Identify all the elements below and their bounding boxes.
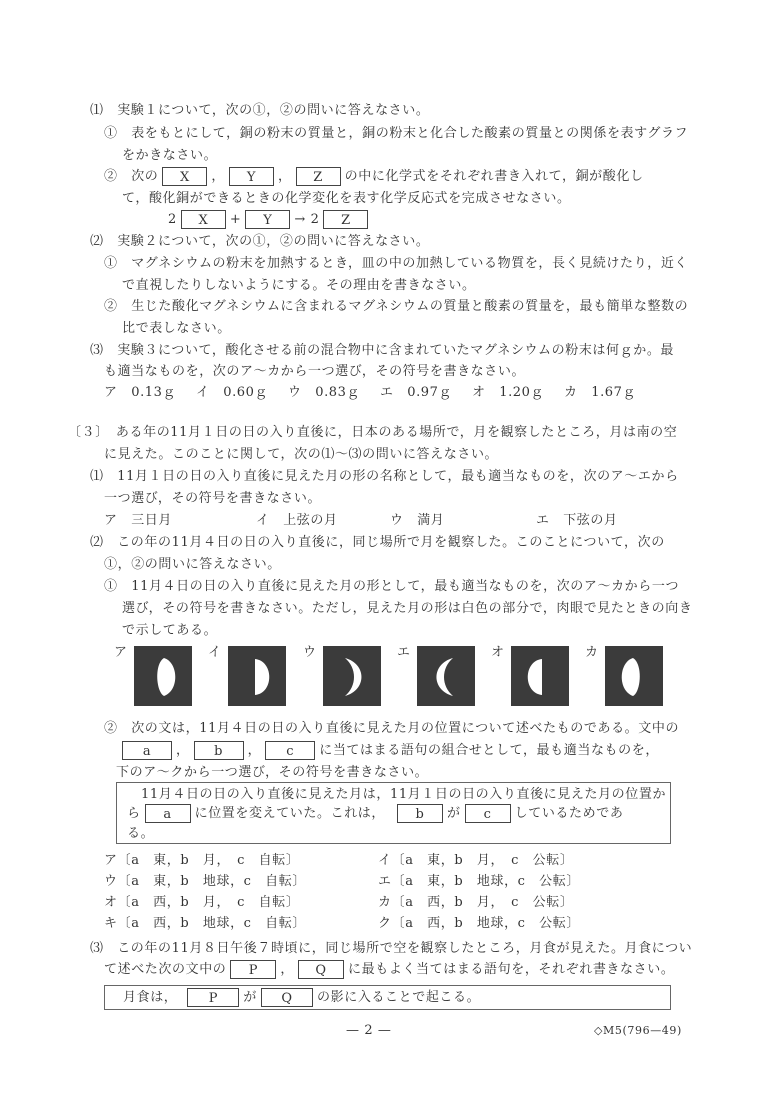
q2-sub2-line2: 比で表しなさい。 [122, 321, 231, 336]
eclipse-frame [104, 985, 671, 1010]
s3-p1-choice: イ 上弦の月 [256, 513, 338, 528]
comma: ， [176, 743, 190, 758]
frame-box-b: b [397, 804, 443, 823]
s3-p2s1-line2: 選び，その符号を書きなさい。ただし，見えた月の形は白色の部分で，肉眼で見たときの向き [122, 601, 693, 616]
frame-box-a: a [145, 804, 191, 823]
q3-choice: オ 1.20ｇ [472, 385, 545, 400]
combo-choice: カ〔a 西，b 月， c 公転〕 [378, 895, 574, 910]
s3-p2s2-line2 [122, 741, 659, 761]
eq-coef: 2 [168, 212, 177, 227]
box-a: a [122, 741, 172, 760]
eq-box-y: Y [245, 210, 290, 229]
q3-choice: エ 0.97ｇ [380, 385, 453, 400]
box-z: Z [296, 167, 341, 186]
eclipse-text: が [243, 990, 258, 1005]
eq-box-z: Z [323, 210, 368, 229]
frame-box-c: c [465, 804, 511, 823]
p3-text: に最もよく当てはまる語句を，それぞれ書きなさい。 [348, 962, 675, 977]
q2-sub1-line2: で直視したりしないようにする。その理由を書きなさい。 [122, 278, 476, 293]
frame-line3: る。 [127, 826, 155, 841]
moon-shape-crescent-left-icon [417, 646, 475, 706]
moon-shape-half-right-icon [228, 646, 286, 706]
s3-p2s2-line1: ② 次の文は，11月４日の日の入り直後に見えた月の位置について述べたものである。文中の [104, 721, 680, 736]
frame-line2 [127, 804, 623, 824]
combo-choice: ウ〔a 東，b 地球，c 自転〕 [104, 874, 306, 889]
eclipse-text: の影に入ることで起こる。 [317, 990, 481, 1005]
section3-intro-line2: に見えた。このことに関して，次の⑴～⑶の問いに答えなさい。 [104, 447, 499, 462]
q1-sub1-line2: をかきなさい。 [122, 148, 218, 163]
moon-label: オ [491, 645, 505, 660]
box-y: Y [229, 167, 274, 186]
comma: ， [211, 169, 226, 184]
box-b: b [194, 741, 244, 760]
q3-choice: ウ 0.83ｇ [288, 385, 361, 400]
s3-p2s1-line3: で示してある。 [122, 623, 218, 638]
moon-label: ウ [303, 645, 317, 660]
q2-sub2-line1: ② 生じた酸化マグネシウムに含まれるマグネシウムの質量と酸素の質量を，最も簡単な整数の [104, 299, 689, 314]
exam-code: ◇M5(796—49) [594, 1024, 682, 1037]
comma: ， [247, 743, 262, 758]
frame-text: しているためであ [514, 806, 624, 821]
eq-box-x: X [181, 210, 226, 229]
box-p: P [230, 960, 276, 979]
q2-header: ⑵ 実験２について，次の①，②の問いに答えなさい。 [90, 234, 430, 249]
q1-sub1-line1: ① 表をもとにして，銅の粉末の質量と，銅の粉末と化合した酸素の質量との関係を表すグラフ [104, 126, 689, 141]
q1-sub2-line1 [104, 167, 644, 187]
comma: ， [280, 962, 295, 977]
moon-shape-gibbous-left-narrow-icon [605, 646, 663, 706]
s3-p1-choice: ウ 満月 [390, 513, 445, 528]
s3-p2s2-line3: 下のア～クから一つ選び，その符号を書きなさい。 [116, 765, 429, 780]
s3-p1-line2: 一つ選び，その符号を書きなさい。 [104, 491, 322, 506]
combo-choice: イ〔a 東，b 月， c 公転〕 [378, 853, 574, 868]
moon-shape-half-left-icon [511, 646, 569, 706]
combo-choice: ク〔a 西，b 地球，c 公転〕 [378, 916, 580, 931]
s3-p1-line1: ⑴ 11月１日の日の入り直後に見えた月の形の名称として，最も適当なものを，次のア～エから [90, 469, 679, 484]
box-c: c [265, 741, 315, 760]
s3-p2-line1: ⑵ この年の11月４日の日の入り直後に，同じ場所で月を観察した。このことについて，次の [90, 535, 665, 550]
s3-p2s1-line1: ① 11月４日の日の入り直後に見えた月の形として，最も適当なものを，次のア～カから一つ [104, 579, 680, 594]
frame-text: が [447, 806, 461, 821]
frame-text: ら [127, 806, 141, 821]
q3-line2: も適当なものを，次のア～カから一つ選び，その符号を書きなさい。 [104, 364, 526, 379]
eq-arrow: → 2 [294, 212, 320, 227]
frame-text: に位置を変えていた。これは， [194, 806, 386, 821]
eclipse-box-q: Q [261, 988, 313, 1007]
statement-frame [116, 782, 671, 844]
frame-line1: 11月４日の日の入り直後に見えた月は，11月１日の日の入り直後に見えた月の位置か [141, 787, 667, 802]
combo-choice: エ〔a 東，b 地球，c 公転〕 [378, 874, 580, 889]
moon-label: エ [397, 645, 411, 660]
moon-label: カ [585, 645, 599, 660]
comma: ， [278, 169, 292, 184]
q1-sub2-prefix: ② 次の [104, 169, 159, 184]
moon-shape-crescent-right-icon [323, 646, 381, 706]
s3-p1-choice: ア 三日月 [104, 513, 173, 528]
box-x: X [162, 167, 207, 186]
q1-sub2-line2: て，酸化銅ができるときの化学変化を表す化学反応式を完成させなさい。 [122, 191, 571, 206]
eclipse-line [123, 988, 480, 1008]
q2-sub1-line1: ① マグネシウムの粉末を加熱するとき，皿の中の加熱している物質を，長く見続けたり，近く [104, 256, 689, 271]
section3-intro-line1: 〔３〕 ある年の11月１日の日の入り直後に，日本のある場所で，月を観察したところ，月は南の空 [68, 425, 678, 440]
combo-choice: キ〔a 西，b 地球，c 自転〕 [104, 916, 306, 931]
eclipse-text: 月食は， [123, 990, 178, 1005]
s3-p3-line2 [104, 960, 674, 980]
q3-choice: ア 0.13ｇ [104, 385, 177, 400]
q3-line1: ⑶ 実験３について，酸化させる前の混合物中に含まれていたマグネシウムの粉末は何ｇか。最 [90, 343, 675, 358]
box-q: Q [298, 960, 344, 979]
s3-p2s2-suffix: に当てはまる語句の組合せとして，最も適当なものを， [319, 743, 659, 758]
moon-label: ア [114, 645, 128, 660]
q3-choice: カ 1.67ｇ [564, 385, 637, 400]
chemical-equation [168, 210, 372, 230]
combo-choice: ア〔a 東，b 月， c 自転〕 [104, 853, 300, 868]
p3-text: て述べた次の文中の [104, 962, 227, 977]
q1-sub2-suffix: の中に化学式をそれぞれ書き入れて，銅が酸化し [344, 169, 644, 184]
s3-p2-line2: ①，②の問いに答えなさい。 [104, 557, 281, 572]
moon-label: イ [208, 645, 222, 660]
q1-header: ⑴ 実験１について，次の①，②の問いに答えなさい。 [90, 103, 430, 118]
s3-p3-line1: ⑶ この年の11月８日午後７時頃に，同じ場所で空を観察したところ，月食が見えた。月食につい [90, 941, 693, 956]
q3-choice: イ 0.60ｇ [196, 385, 269, 400]
moon-shape-gibbous-right-narrow-icon [134, 646, 192, 706]
combo-choice: オ〔a 西，b 月， c 自転〕 [104, 895, 300, 910]
page-number: — 2 — [346, 1023, 392, 1038]
eclipse-box-p: P [187, 988, 239, 1007]
eq-plus: + [229, 212, 242, 227]
s3-p1-choice: エ 下弦の月 [536, 513, 618, 528]
